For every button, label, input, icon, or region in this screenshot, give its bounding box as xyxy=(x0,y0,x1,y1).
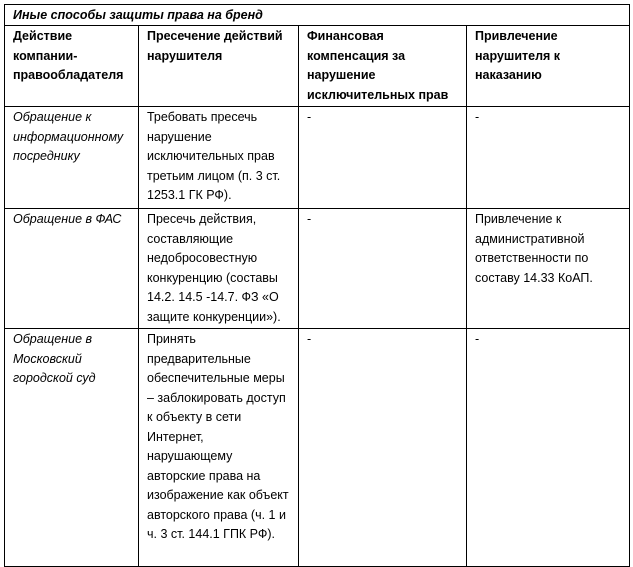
row-compensation: - xyxy=(299,209,467,329)
table-row xyxy=(5,329,630,567)
row-compensation: - xyxy=(299,107,467,209)
row-action: Обращение в Московский городской суд xyxy=(5,329,139,567)
row-compensation: - xyxy=(299,329,467,567)
row-punishment: Привлечение к административной ответственности по составу 14.33 КоАП. xyxy=(467,209,630,329)
row-suppression: Требовать пресечь нарушение исключительных прав третьим лицом (п. 3 ст. 1253.1 ГК РФ). xyxy=(139,107,299,209)
table-row xyxy=(5,107,630,209)
brand-protection-table xyxy=(4,4,630,567)
row-action: Обращение в ФАС xyxy=(5,209,139,329)
table-row xyxy=(5,209,630,329)
header-compensation: Финансовая компенсация за нарушение исключительных прав xyxy=(299,26,467,107)
header-punishment: Привлечение нарушителя к наказанию xyxy=(467,26,630,107)
row-action: Обращение к информационному посреднику xyxy=(5,107,139,209)
row-punishment: - xyxy=(467,329,630,567)
row-suppression: Принять предварительные обеспечительные меры – заблокировать доступ к объекту в сети Интернет, нарушающему авторские права на изображение как объект авторского права (ч. 1 и ч. 3 ст. 144.1 ГПК РФ). xyxy=(139,329,299,567)
table-caption: Иные способы защиты права на бренд xyxy=(5,5,630,26)
row-suppression: Пресечь действия, составляющие недобросовестную конкуренцию (составы 14.2. 14.5 -14.7. ФЗ «О защите конкуренции»). xyxy=(139,209,299,329)
row-punishment: - xyxy=(467,107,630,209)
header-suppression: Пресечение действий нарушителя xyxy=(139,26,299,107)
header-row xyxy=(5,26,630,107)
header-action: Действие компании-правообладателя xyxy=(5,26,139,107)
